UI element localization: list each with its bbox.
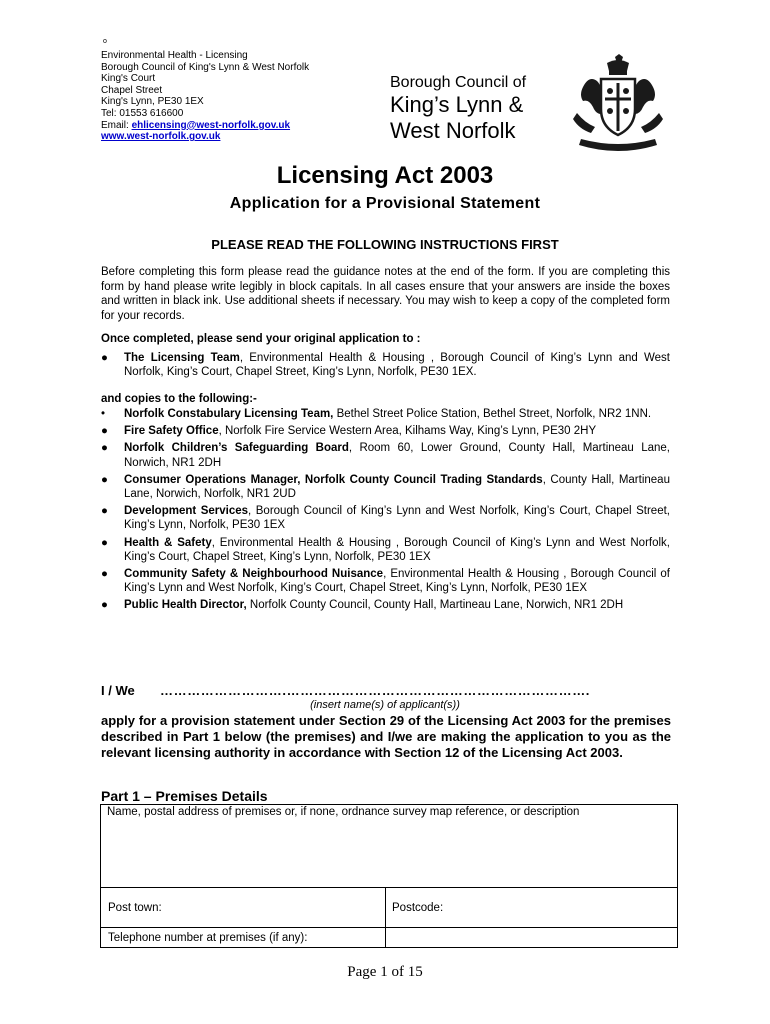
recipient-name: The Licensing Team [124, 352, 240, 364]
application-statement: apply for a provision statement under Section 29 of the Licensing Act 2003 for the premises described in Part 1 below (the premises) and I/we are making the application to you as the relevant licensing authority in accordance with Section 12 of the Licensing Act 2003. [101, 713, 671, 760]
form-subtitle: Application for a Provisional Statement [229, 195, 541, 212]
recipient-name: Fire Safety Office [124, 425, 219, 438]
list-item [101, 407, 670, 421]
wordmark-line-3: West Norfolk [390, 118, 516, 143]
list-item [101, 567, 670, 595]
bullet-icon: ● [101, 599, 108, 612]
bullet-icon: ● [101, 505, 108, 518]
recipient-address: , Borough Council of King’s Lynn and West Norfolk, King’s Court, Chapel Street, King’s Lynn, Norfolk, PE30 1EX [124, 505, 670, 532]
wordmark-line-2: King’s Lynn & [390, 92, 524, 117]
bullet-icon: ● [101, 425, 108, 438]
copies-list [101, 407, 670, 616]
applicant-hint: (insert name(s) of applicant(s)) [310, 699, 460, 711]
form-title: Licensing Act 2003 [276, 162, 494, 189]
recipient-name: Health & Safety [124, 536, 212, 549]
recipient-name: Development Services [124, 505, 249, 518]
send-heading: Once completed, please send your original application to : [101, 333, 421, 345]
list-item [101, 598, 670, 612]
address-line: Environmental Health - Licensing [101, 50, 248, 61]
applicant-label: I / We [101, 683, 135, 698]
list-item [101, 504, 670, 532]
recipient-name: Community Safety & Neighbourhood Nuisance [124, 568, 384, 581]
address-line: Chapel Street [101, 84, 163, 96]
bullet-icon: ● [101, 536, 108, 549]
address-line: Tel: 01553 616600 [101, 107, 184, 119]
post-town-label: Post town: [108, 902, 162, 914]
recipient-name: Norfolk Constabulary Licensing Team, [124, 408, 334, 420]
premises-details-table [100, 804, 678, 948]
list-item [101, 441, 670, 469]
recipient-name: Norfolk Children’s Safeguarding Board [124, 442, 349, 455]
council-wordmark [390, 74, 526, 144]
page-number: Page 1 of 15 [347, 964, 423, 980]
recipient-address: Bethel Street Police Station, Bethel Street, Norfolk, NR2 1NN. [333, 408, 652, 420]
recipient-address: , Environmental Health & Housing , Borough Council of King’s Lynn and West Norfolk, King’s Court, Chapel Street, King’s Lynn, Norfolk, PE30 1EX. [124, 352, 670, 379]
sender-address-block [101, 50, 309, 143]
recipient-address: , County Hall, Martineau Lane, Norwich, Norfolk, NR1 2UD [124, 473, 670, 501]
recipient-address: , Room 60, Lower Ground, County Hall, Martineau Lane, Norwich, NR1 2DH [124, 442, 670, 469]
postcode-field[interactable] [456, 890, 671, 926]
website-link[interactable]: www.west-norfolk.gov.uk [101, 131, 221, 143]
premises-address-field[interactable] [102, 823, 676, 885]
email-label: Email: [101, 119, 132, 131]
list-item [101, 473, 670, 501]
address-line: King's Court [101, 73, 156, 85]
copies-heading: and copies to the following:- [101, 393, 257, 405]
council-crest-icon [563, 53, 673, 153]
page-marker: o [103, 38, 107, 45]
recipient-address: , Environmental Health & Housing , Borough Council of King’s Lynn and West Norfolk, King’s Court, Chapel Street, King’s Lynn, Norfolk, PE30 1EX [124, 568, 670, 595]
bullet-icon: ● [101, 473, 108, 486]
list-item [101, 536, 670, 564]
recipient-address: , Environmental Health & Housing , Borough Council of King’s Lynn and West Norfolk, King’s Court, Chapel Street, King’s Lynn, Norfolk, PE30 1EX [124, 536, 671, 563]
premises-address-label: Name, postal address of premises or, if none, ordnance survey map reference, or description [107, 806, 580, 818]
applicant-name-field[interactable]: ……………………….…………………………………………………………. [160, 683, 591, 698]
bullet-icon: ● [101, 442, 108, 455]
recipient-name: Consumer Operations Manager, Norfolk County Council Trading Standards [124, 473, 543, 486]
post-town-field[interactable] [171, 890, 381, 926]
postcode-label: Postcode: [392, 902, 444, 914]
part1-heading: Part 1 – Premises Details [101, 788, 268, 804]
address-line: King's Lynn, PE30 1EX [101, 96, 204, 108]
email-link[interactable]: ehlicensing@west-norfolk.gov.uk [131, 119, 291, 131]
wordmark-line-1: Borough Council of [390, 74, 527, 91]
instructions-heading: PLEASE READ THE FOLLOWING INSTRUCTIONS FIRST [211, 237, 559, 252]
address-line: Borough Council of King's Lynn & West Norfolk [101, 61, 310, 73]
recipient-address: , Norfolk Fire Service Western Area, Kilhams Way, King’s Lynn, PE30 2HY [218, 425, 597, 438]
bullet-icon: • [101, 408, 106, 420]
bullet-icon: ● [101, 352, 108, 364]
send-to-list [101, 351, 670, 382]
recipient-name: Public Health Director, [124, 599, 247, 612]
list-item [101, 424, 670, 438]
list-item [101, 351, 670, 379]
telephone-field[interactable] [389, 929, 673, 947]
bullet-icon: ● [101, 568, 108, 581]
intro-paragraph: Before completing this form please read the guidance notes at the end of the form. If you are completing this form by hand please write legibly in block capitals. In all cases ensure that your answers are inside the boxes and written in black ink. Use additional sheets if necessary. You may wish to keep a copy of the completed form for your records. [101, 266, 670, 322]
email-line [101, 120, 309, 132]
recipient-address: Norfolk County Council, County Hall, Martineau Lane, Norwich, NR1 2DH [246, 599, 624, 612]
telephone-label: Telephone number at premises (if any): [108, 932, 308, 944]
